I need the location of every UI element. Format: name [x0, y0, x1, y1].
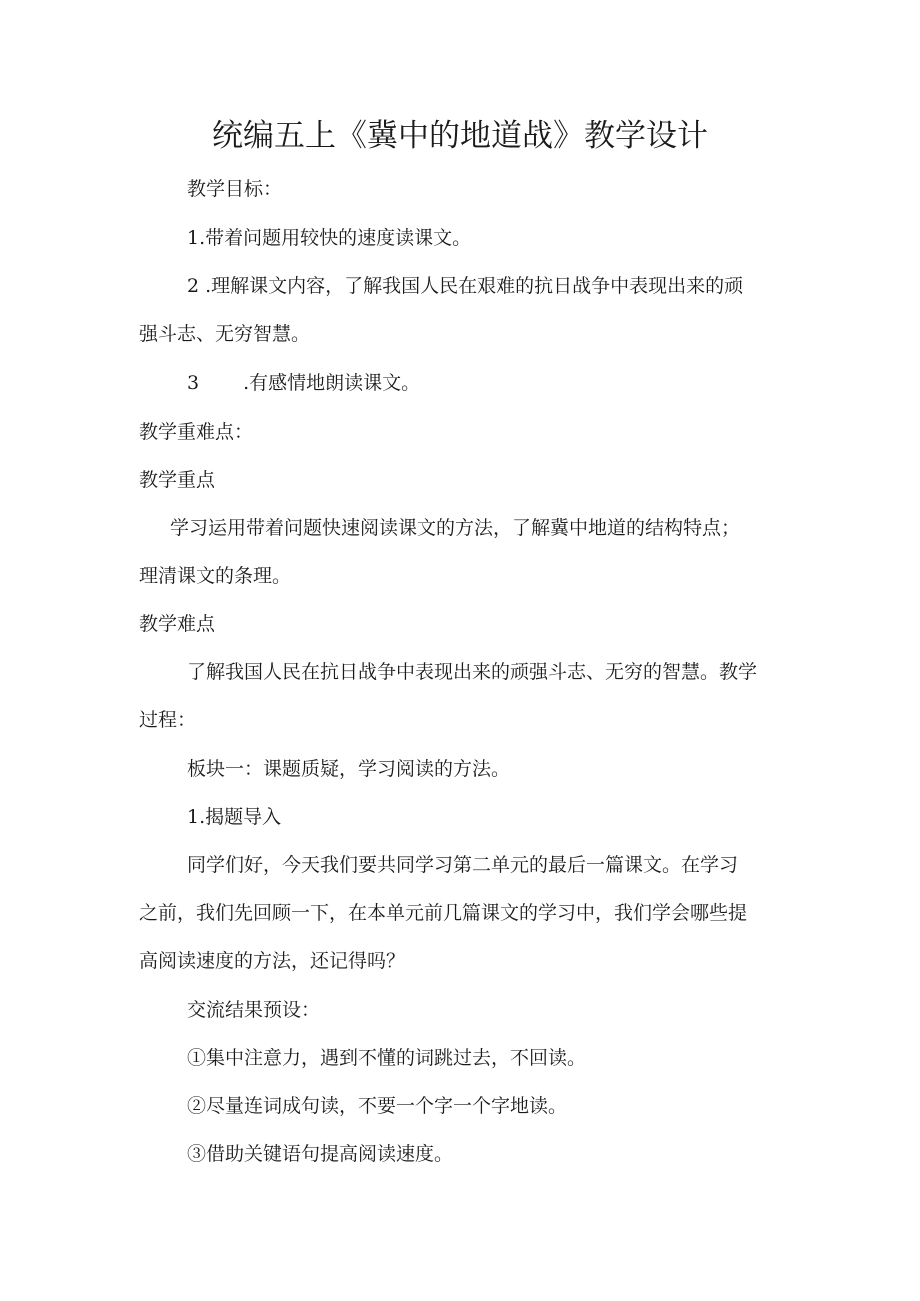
key-difficult-heading: 教学重难点：	[139, 421, 254, 443]
key-points-line-2: 理清课文的条理。	[139, 565, 292, 587]
preview-item-2: ②尽量连词成句读，不要一个字一个字地读。	[187, 1095, 568, 1117]
objective-3: 3 .有感情地朗读课文。	[187, 372, 421, 394]
key-points-line-1: 学习运用带着问题快速阅读课文的方法，了解冀中地道的结构特点；	[170, 517, 741, 539]
objective-2-line-1: 2 .理解课文内容，了解我国人民在艰难的抗日战争中表现出来的顽	[187, 275, 744, 297]
preview-heading: 交流结果预设：	[187, 999, 321, 1021]
preview-item-3: ③借助关键语句提高阅读速度。	[187, 1143, 454, 1165]
intro-line-3: 高阅读速度的方法，还记得吗？	[139, 950, 406, 972]
objective-2-line-2: 强斗志、无穷智慧。	[139, 323, 311, 345]
intro-line-1: 同学们好，今天我们要共同学习第二单元的最后一篇课文。在学习	[187, 854, 739, 876]
objectives-heading: 教学目标：	[187, 178, 283, 200]
intro-line-2: 之前，我们先回顾一下，在本单元前几篇课文的学习中，我们学会哪些提	[139, 902, 748, 924]
block-1-heading: 板块一：课题质疑，学习阅读的方法。	[187, 758, 511, 780]
step-1-heading: 1.揭题导入	[187, 806, 282, 828]
objective-1: 1.带着问题用较快的速度读课文。	[187, 227, 472, 249]
document-title: 统编五上《冀中的地道战》教学设计	[212, 118, 708, 154]
difficult-line-1: 了解我国人民在抗日战争中表现出来的顽强斗志、无穷的智慧。教学	[187, 661, 758, 683]
preview-item-1: ①集中注意力，遇到不懂的词跳过去，不回读。	[187, 1047, 587, 1069]
difficult-heading: 教学难点	[139, 613, 216, 635]
difficult-line-2: 过程：	[139, 709, 197, 731]
key-points-heading: 教学重点	[139, 469, 216, 491]
